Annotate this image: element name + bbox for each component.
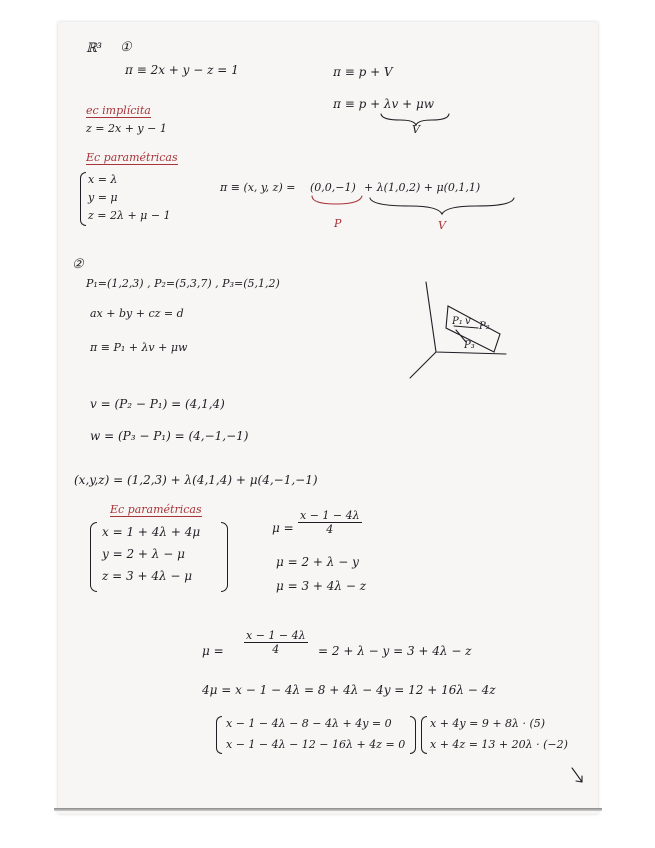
- mu-expression-3: μ = 3 + 4λ − z: [276, 579, 367, 593]
- plane-definition: π ≡ P₁ + λv + μw: [90, 341, 188, 354]
- param2-line-y: y = 2 + λ − μ: [102, 547, 185, 561]
- section-marker-1: ①: [120, 40, 132, 55]
- system2-line1: x + 4y = 9 + 8λ · (5): [430, 717, 546, 730]
- system-brace-2-right: [221, 522, 228, 592]
- mu-fraction-1-numerator: x − 1 − 4λ: [300, 509, 360, 522]
- label-v: V: [438, 219, 446, 232]
- parametric-heading-1: Ec paramétricas: [86, 151, 178, 164]
- system-brace-3-right: [410, 716, 416, 754]
- plane-vector-form: π ≡ p + V: [333, 65, 393, 79]
- param1-line-y: y = μ: [88, 191, 118, 204]
- implicit-equation: z = 2x + y − 1: [86, 122, 167, 135]
- mu-fraction-elim-denominator: 4: [272, 643, 280, 656]
- general-equation: ax + by + cz = d: [90, 307, 184, 320]
- mu-fraction-1: [298, 510, 362, 535]
- mu-fraction-elim-numerator: x − 1 − 4λ: [246, 629, 306, 642]
- plane-vector-form-expanded: π ≡ p + λv + μw: [333, 97, 435, 111]
- vector-w-definition: w = (P₃ − P₁) = (4,−1,−1): [90, 429, 249, 443]
- sketch-label-p3: P₃: [464, 340, 475, 351]
- system-brace-2-left: [90, 522, 97, 592]
- plane-equation: π ≡ 2x + y − z = 1: [125, 63, 239, 77]
- mu-expression-2: μ = 2 + λ − y: [276, 555, 359, 569]
- given-points: P₁=(1,2,3) , P₂=(5,3,7) , P₃=(5,1,2): [86, 277, 280, 290]
- mu-lhs-elim: μ =: [202, 644, 224, 658]
- sketch-label-p1: P₁: [452, 316, 463, 327]
- mu-lhs-1: μ =: [272, 521, 294, 535]
- mu-fraction-elim: [244, 630, 308, 655]
- space-label: ℝ³: [86, 41, 103, 56]
- vector-eq-lhs: π ≡ (x, y, z) =: [220, 181, 296, 194]
- system-brace-1: [80, 172, 86, 226]
- system-brace-4: [421, 716, 427, 754]
- param1-line-z: z = 2λ + μ − 1: [88, 209, 171, 222]
- sketch-label-v: v: [465, 316, 471, 327]
- param1-line-x: x = λ: [88, 173, 118, 186]
- system-brace-3: [216, 716, 222, 754]
- vector-equation-2: (x,y,z) = (1,2,3) + λ(4,1,4) + μ(4,−1,−1): [74, 473, 318, 487]
- underbrace-label-v: V: [412, 123, 420, 136]
- vector-v-definition: v = (P₂ − P₁) = (4,1,4): [90, 397, 225, 411]
- param2-line-z: z = 3 + 4λ − μ: [102, 569, 193, 583]
- implicit-heading: ec implícita: [86, 104, 151, 117]
- sketch-label-p2: P₂: [479, 321, 490, 332]
- vector-eq-point: (0,0,−1): [310, 181, 356, 194]
- parametric-heading-2: Ec paramétricas: [110, 503, 202, 516]
- system2-line2: x + 4z = 13 + 20λ · (−2): [430, 738, 568, 751]
- mu-fraction-1-denominator: 4: [326, 523, 334, 536]
- system1-line2: x − 1 − 4λ − 12 − 16λ + 4z = 0: [226, 738, 406, 751]
- four-mu-equation: 4μ = x − 1 − 4λ = 8 + 4λ − 4y = 12 + 16λ − 4z: [202, 683, 496, 697]
- mu-chain-rhs: = 2 + λ − y = 3 + 4λ − z: [318, 644, 472, 658]
- param2-line-x: x = 1 + 4λ + 4μ: [102, 525, 201, 539]
- vector-eq-rhs: + λ(1,0,2) + μ(0,1,1): [364, 181, 481, 194]
- section-marker-2: ②: [72, 257, 84, 272]
- system1-line1: x − 1 − 4λ − 8 − 4λ + 4y = 0: [226, 717, 392, 730]
- label-p: P: [334, 217, 342, 230]
